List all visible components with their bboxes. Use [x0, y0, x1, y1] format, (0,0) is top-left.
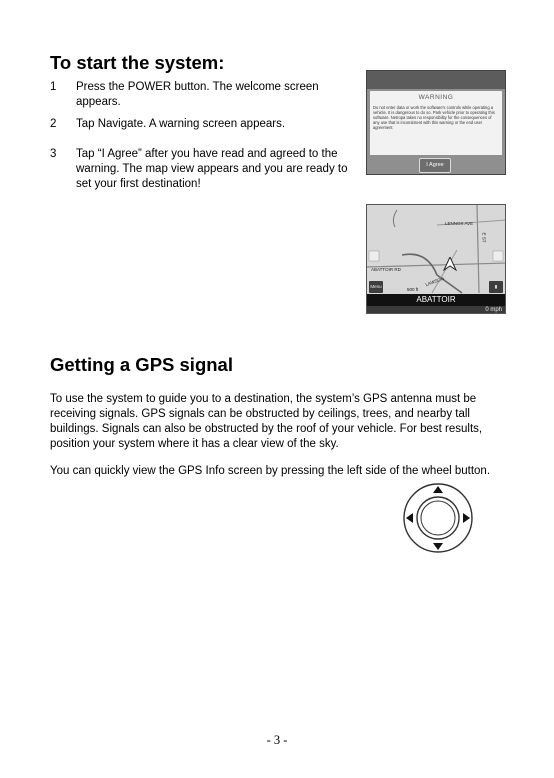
step-3-line-1: Tap “I Agree” after you have read and agreed to the — [76, 148, 338, 160]
gps-para-2: You can quickly view the GPS Info screen by pressing the left side of the wheel button. — [50, 465, 491, 477]
page-number: - 3 - — [266, 733, 288, 747]
step-3-line-3: set your first destination! — [76, 178, 201, 190]
map-menu-button: Menu — [369, 281, 383, 293]
map-label-lennox: LENNOX AVE — [445, 221, 474, 226]
gps-para-line-1: To use the system to guide you to a destination, the system’s GPS antenna must be — [50, 393, 477, 405]
gps-para-line-3: buildings. Signals can also be obstructed by the roof of your vehicle. For best results, — [50, 423, 483, 435]
map-view-image — [366, 204, 506, 314]
warning-title: WARNING — [418, 94, 454, 101]
step-1-line-2: appears. — [76, 96, 121, 108]
warning-screen-image — [366, 70, 506, 175]
step-number-1: 1 — [50, 81, 57, 93]
step-2-line-1: Tap Navigate. A warning screen appears. — [76, 118, 286, 130]
map-speed-bar — [367, 306, 505, 314]
warning-text: Do not enter data or work the software's controls while operating a vehicle. It is dangerous to do so. Park vehicle prior to operating this software. Netropa takes no responsibility for the consequences of any use that is inconsistent with this warning or the end user agreement — [373, 105, 495, 131]
step-1-line-1: Press the POWER button. The welcome screen — [76, 81, 319, 93]
map-label-abattoir-rd: ABATTOIR RD — [371, 267, 401, 272]
section-heading-gps: Getting a GPS signal — [50, 354, 233, 375]
map-label-e-st: E ST — [481, 232, 487, 243]
gps-para-line-2: receiving signals. GPS signals can be obstructed by ceilings, trees, and nearby tall — [50, 408, 470, 420]
section-heading-start: To start the system: — [50, 52, 225, 73]
step-number-3: 3 — [50, 148, 57, 160]
gps-para-line-4: position your system where it has a clear view of the sky. — [50, 438, 339, 450]
map-street-name: ABATTOIR — [367, 294, 505, 306]
vehicle-location-icon — [443, 257, 457, 271]
step-number-2: 2 — [50, 118, 57, 130]
warning-title-bar — [367, 71, 505, 89]
map-right-button: ▮ — [489, 281, 503, 293]
warning-panel — [370, 91, 502, 155]
wheel-button-icon — [400, 480, 476, 556]
step-3-line-2: warning. The map view appears and you are ready to — [76, 163, 348, 175]
i-agree-button: I Agree — [419, 158, 451, 173]
map-label-lawson: LAWSON — [424, 275, 445, 288]
map-scale: 500 ft — [407, 287, 419, 292]
map-speed: 0 mph — [485, 307, 502, 313]
